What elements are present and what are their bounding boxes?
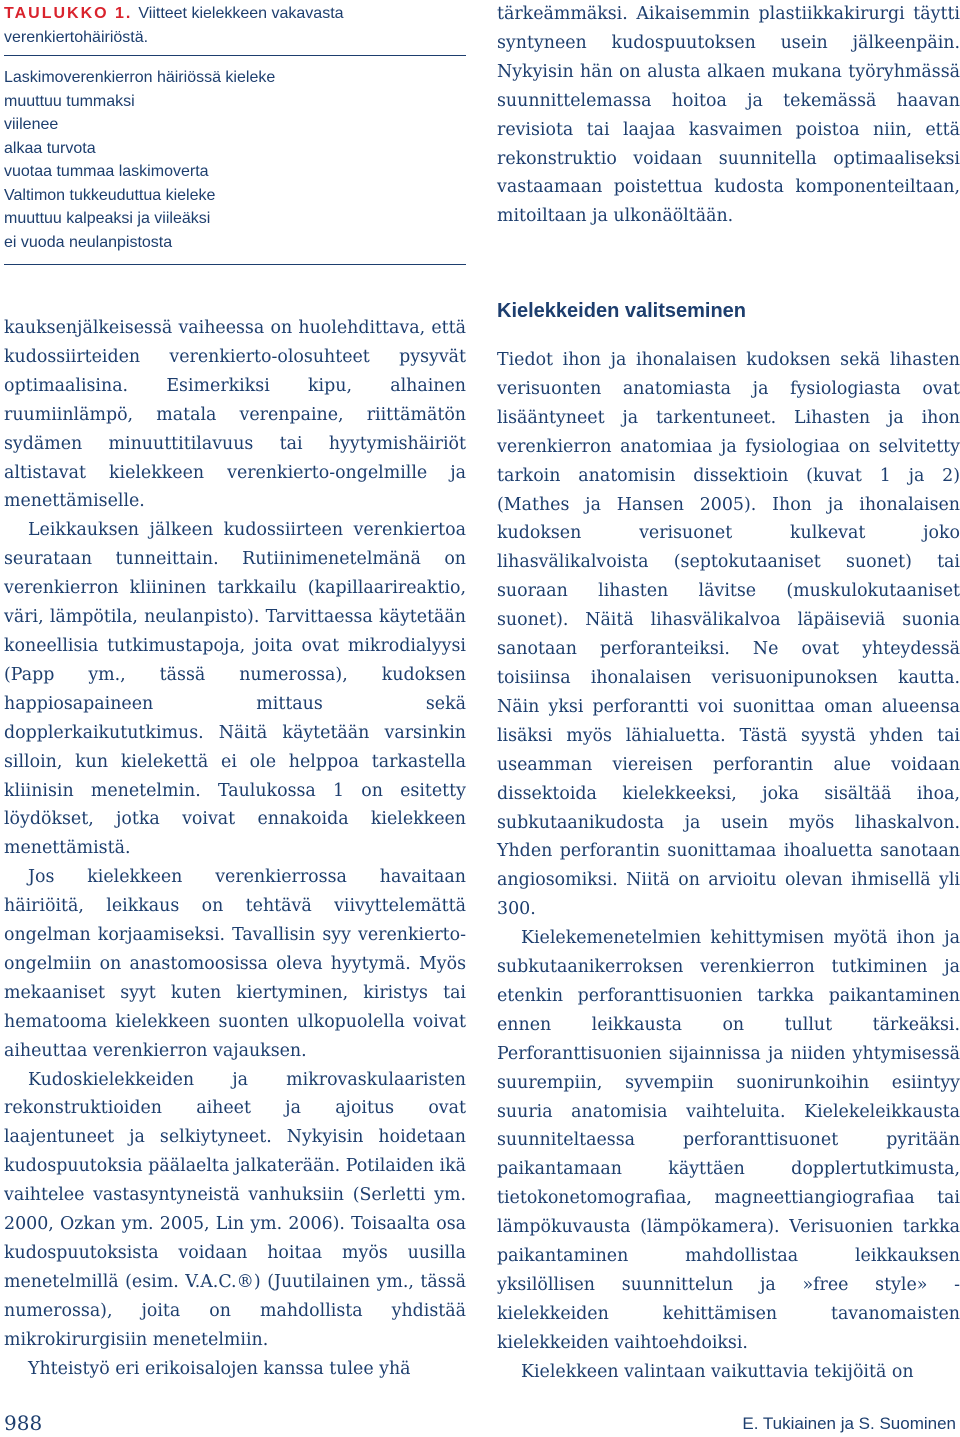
paragraph: tärkeämmäksi. Aikaisemmin plastiikkakirurgi täytti syntyneen kudospuutoksen usein jälkeenpäin. Nykyisin hän on alusta alkaen mukana työryhmässä suunnittelemassa hoitoa ja tekemässä haavan revisiota tai laajaa kasvaimen poistoa niin, että rekonstruktio voidaan suunnitella optimaaliseksi vastaamaan poistettua kudosta komponenteiltaan, mitoiltaan ja ulkonäöltään.: [497, 4, 960, 227]
table-caption: [4, 2, 466, 56]
table-caption-text: Viitteet kielekkeen vakavasta verenkiertohäiriöstä.: [4, 5, 344, 46]
table-item: alkaa turvota: [4, 139, 96, 157]
table-item: Valtimon tukkeuduttua kieleke: [4, 186, 216, 204]
paragraph: Jos kielekkeen verenkierrossa havaitaan häiriöitä, leikkaus on tehtävä viivyttelemättä ongelman korjaamiseksi. Tavallisin syy verenkierto-ongelmiin on anastomoosissa oleva hyytymä. Myös mekaaniset syyt kuten kiertyminen, kiristys tai hematooma kielekkeen suonten ulkopuolella voivat aiheuttaa verenkierron vajauksen.: [4, 867, 466, 1061]
right-column: [497, 346, 960, 1387]
table-item: viilenee: [4, 116, 59, 133]
table-1: [4, 2, 466, 256]
paragraph: Kudoskielekkeiden ja mikrovaskulaaristen rekonstruktioiden aiheet ja ajoitus ovat laajentuneet ja selkiytyneet. Nykyisin hoidetaan kudospuutoksia päälaelta jalkaterään. Potilaiden ikä vaihtelee vastasyntyneistä vanhuksiin (Serletti ym. 2000, Ozkan ym. 2005, Lin ym. 2006). Toisaalta osa kudospuutoksista voidaan hoitaa myös uusilla menetelmillä (esim. V.A.C.®) (Juutilainen ym., tässä numerossa), joita on mahdollista yhdistää mikrokirurgisiin menetelmiin.: [4, 1069, 466, 1350]
table-item: muuttuu kalpeaksi ja viileäksi: [4, 210, 211, 227]
left-column: [4, 314, 466, 1384]
paragraph: Kielekemenetelmien kehittymisen myötä ihon ja subkutaanikerroksen verenkierron tutkiminen ja etenkin perforanttisuonien tarkka paikantaminen ennen leikkausta on tullut tärkeäksi. Perforanttisuonien sijainnissa ja niiden yhtymisessä suurempiin, syvempiin suonirunkoihin esiintyy suuria anatomisia vaihteluita. Kielekeleikkausta suunniteltaessa perforanttisuonet pyritään paikantamaan käyttäen dopplertutkimusta, tietokonetomografiaa, magneettiangiografiaa tai lämpökuvausta (lämpökamera). Verisuonien tarkka paikantaminen mahdollistaa leikkauksen yksilöllisen suunnittelun ja »free style» -kielekkeiden kehittämisen tavanomaisten kielekkeiden vaihtoehdoiksi.: [497, 928, 960, 1353]
table-label: TAULUKKO 1.: [4, 5, 133, 22]
paragraph: Tiedot ihon ja ihonalaisen kudoksen sekä lihasten verisuonten anatomiasta ja fysiologiasta ovat lisääntyneet ja tarkentuneet. Lihasten ja ihon verenkierron anatomiaa ja fysiologiaa on selvitetty tarkoin anatomisin dissektioin (kuvat 1 ja 2) (Mathes ja Hansen 2005). Ihon ja ihonalaisen kudoksen verisuonet kulkevat joko lihasvälikalvoista (septokutaaniset suonet) tai suoraan lihasten lävitse (muskulokutaaniset suonet). Näitä lihasvälikalvoa läpäiseviä suonia sanotaan perforanteiksi. Ne ovat yhteydessä toisiinsa ihonalaisen verisuonipunoksen kautta. Näin yksi perforantti voi suonittaa oman alueensa lisäksi myös lähialuetta. Tästä syystä yhden tai useamman viereisen perforantin alue voidaan dissektoida kielekkeeksi, joka sisältää ihoa, subkutaanikudosta ja usein myös lihaskalvon. Yhden perforantin suonittamaa ihoaluetta sanotaan angiosomiksi. Niitä on arvioitu olevan ihmisellä yli 300.: [497, 350, 960, 920]
paragraph: kauksenjälkeisessä vaiheessa on huolehdittava, että kudossiirteiden verenkierto-olosuhteet pysyvät optimaalisina. Esimerkiksi kipu, alhainen ruumiinlämpö, matala verenpaine, riittämätön sydämen minuuttitilavuus tai hyytymishäiriöt altistavat kielekkeen verenkierto-ongelmille ja menettämiselle.: [4, 318, 466, 512]
author-footer: E. Tukiainen ja S. Suominen: [742, 1414, 956, 1433]
table-list: [4, 66, 466, 265]
table-item: Laskimoverenkierron häiriössä kieleke: [4, 69, 276, 86]
right-column-top: [497, 0, 960, 231]
table-item: vuotaa tummaa laskimoverta: [4, 163, 209, 180]
table-item: ei vuoda neulanpistosta: [4, 233, 173, 251]
paragraph: Leikkauksen jälkeen kudossiirteen verenkiertoa seurataan tunneittain. Rutiinimenetelmänä on verenkierron kliininen tarkkailu (kapillaarireaktio, väri, lämpötila, neulanpisto). Tarvittaessa käytetään koneellisia tutkimustapoja, joita ovat mikrodialyysi (Papp ym., tässä numerossa), kudoksen happiosapaineen mittaus sekä dopplerkaikututkimus. Näitä käytetään varsinkin silloin, kun kielekettä ei ole helppoa tarkastella kliinisin menetelmin. Taulukossa 1 on esitetty löydökset, jotka voivat ennakoida kielekkeen menettämistä.: [4, 520, 466, 859]
section-heading: Kielekkeiden valitseminen: [497, 300, 747, 322]
table-item: muuttuu tummaksi: [4, 92, 135, 110]
paragraph: Kielekkeen valintaan vaikuttavia tekijöitä on: [521, 1361, 914, 1382]
page-number: 988: [4, 1411, 43, 1435]
paragraph: Yhteistyö eri erikoisalojen kanssa tulee yhä: [28, 1358, 411, 1379]
